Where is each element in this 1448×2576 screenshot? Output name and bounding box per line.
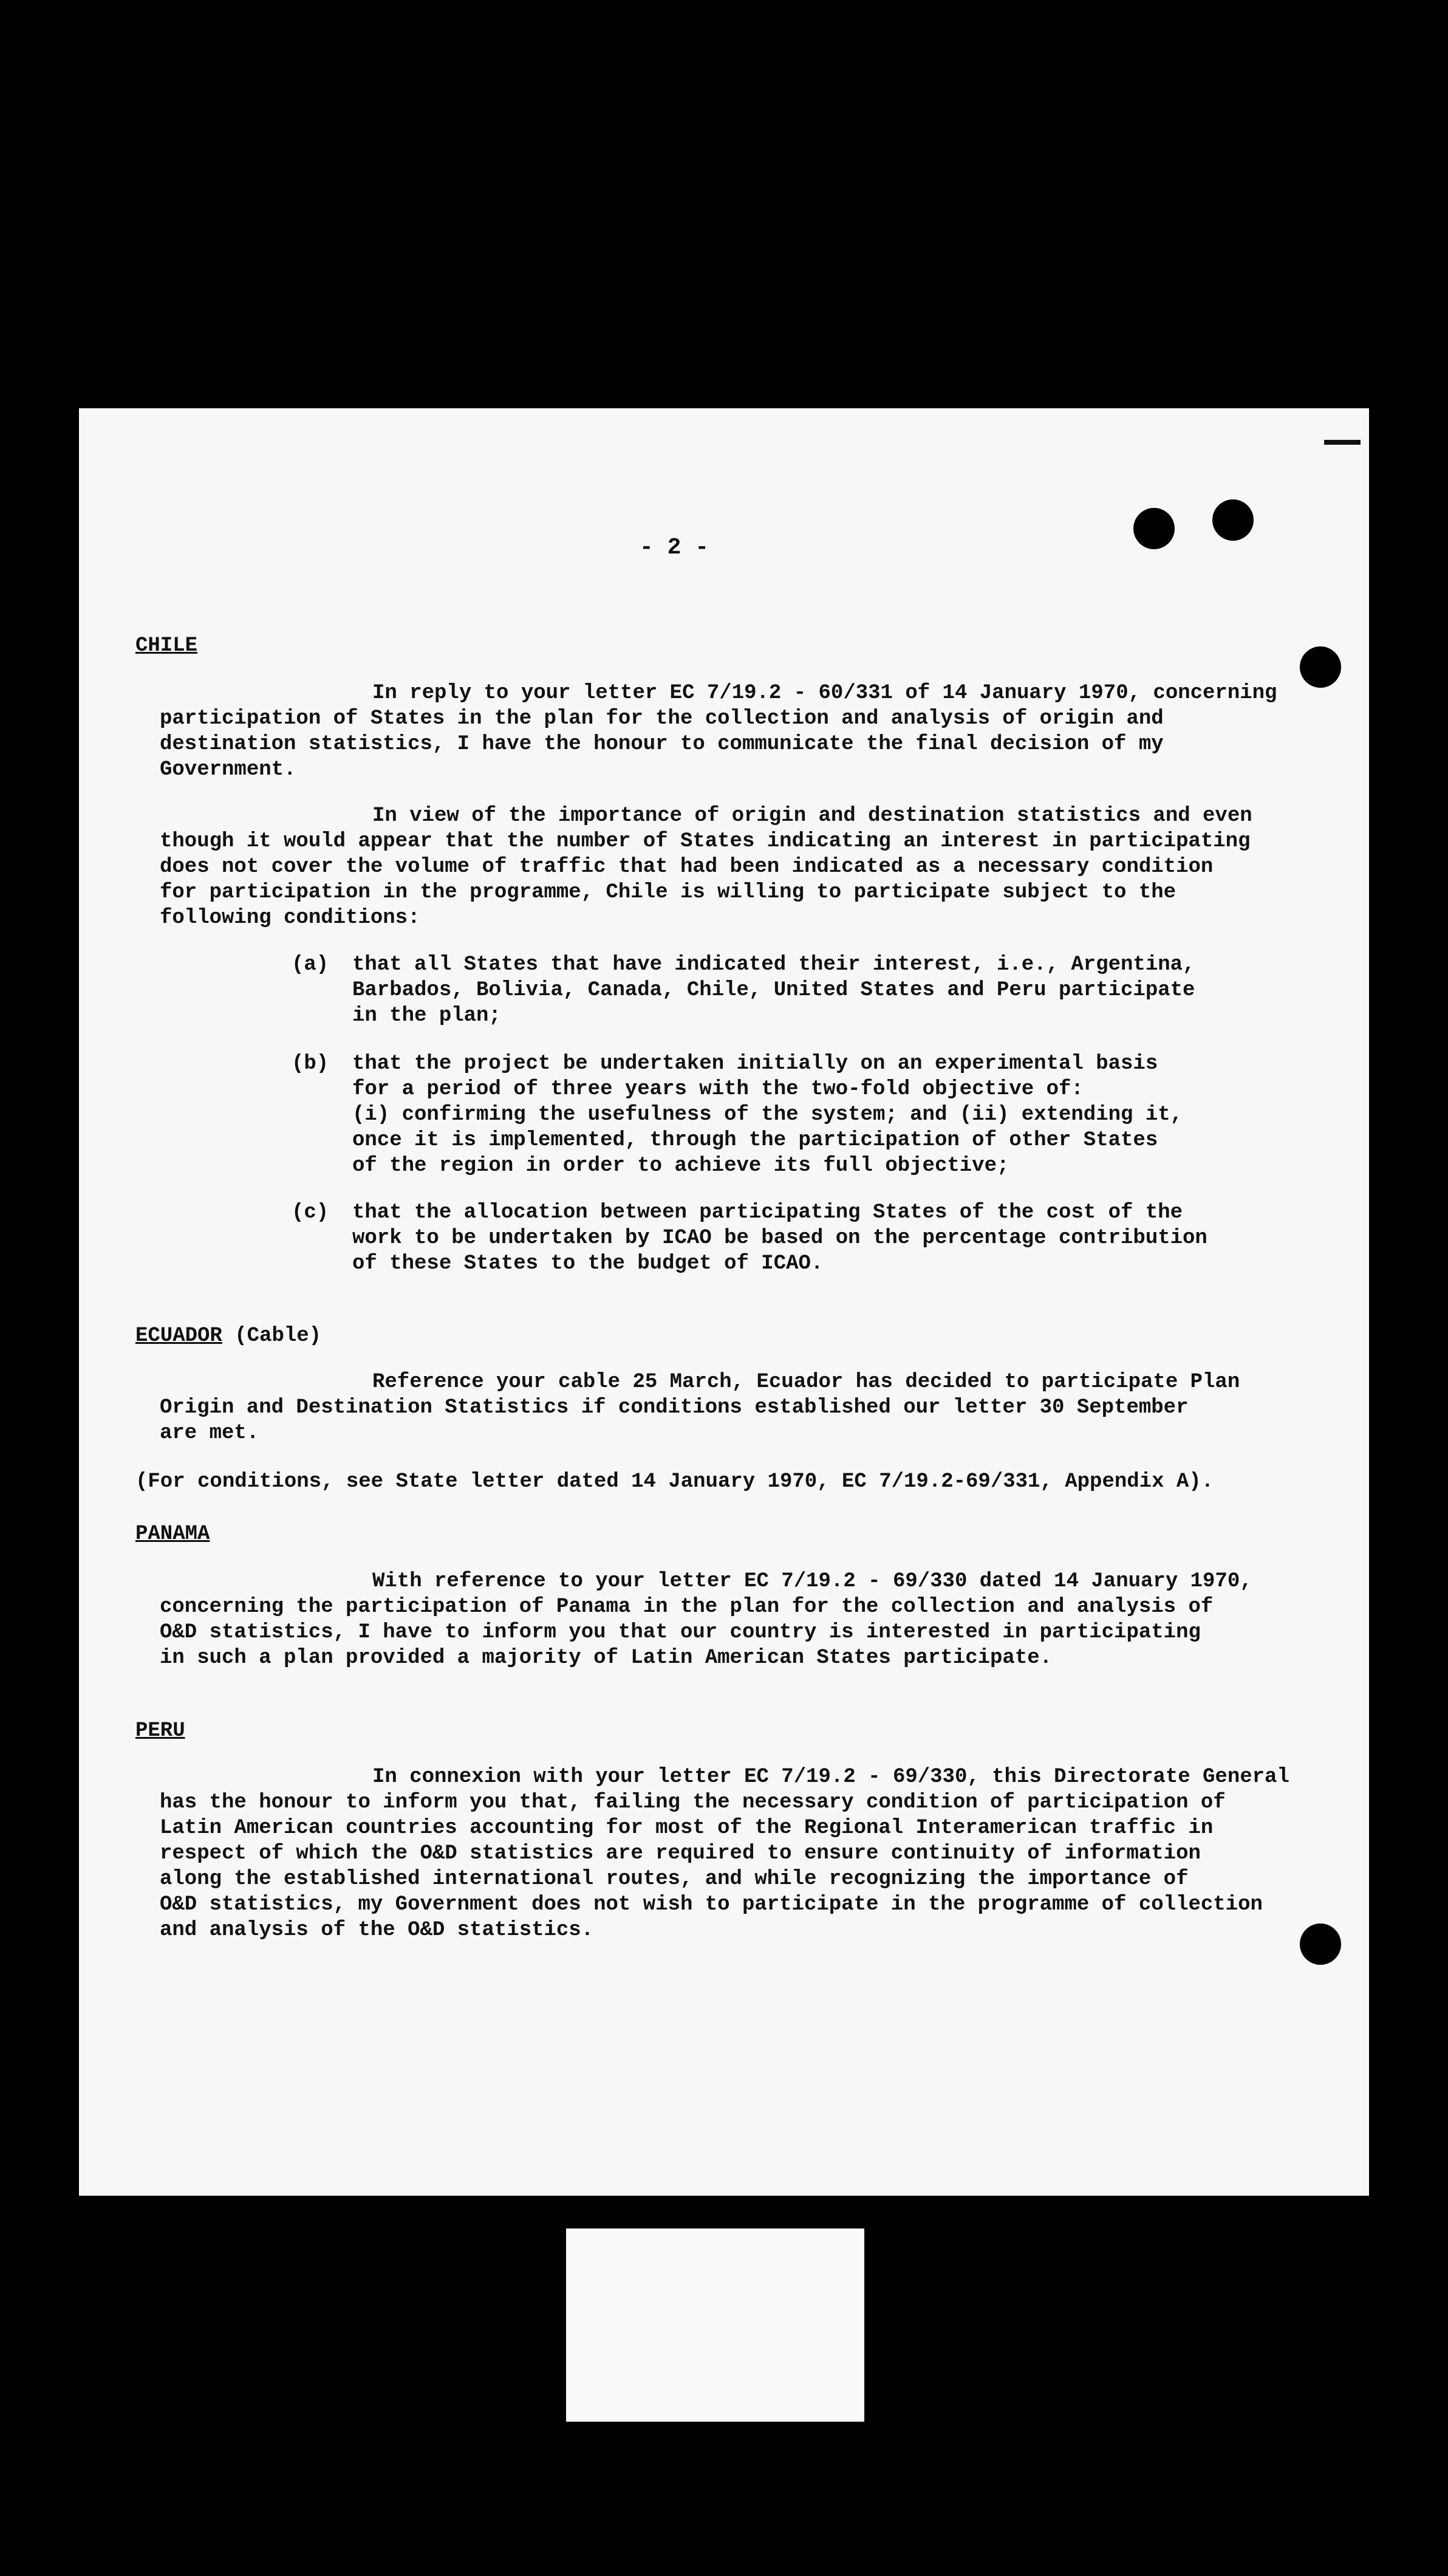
section-heading-ecuador: ECUADOR (Cable) xyxy=(135,1324,322,1348)
condition-label: (c) xyxy=(292,1201,329,1224)
paragraph: (For conditions, see State letter dated 14 January 1970, EC 7/19.2-69/331, Appendix A). xyxy=(135,1470,1214,1493)
section-heading-peru: PERU xyxy=(135,1719,185,1742)
condition-text: that all States that have indicated their interest, i.e., Argentina, Barbados, Bolivia, Canada, Chile, United States and Peru participate in the plan; xyxy=(352,953,1195,1027)
paragraph: In view of the importance of origin and destination statistics and even though it would appear that the number of States indicating an interest in participating does not cover the volume of traffic that had been indicated as a necessary condition for participation in the programme, Chile is willing to participate subject to the following conditions: xyxy=(160,804,1252,930)
condition-label: (b) xyxy=(292,1052,329,1075)
paragraph: In reply to your letter EC 7/19.2 - 60/331 of 14 January 1970, concerning participation of States in the plan for the collection and analysis of origin and destination statistics, I have the honour to communicate the final decision of my Government. xyxy=(160,682,1277,781)
section-heading-chile: CHILE xyxy=(135,634,198,657)
paragraph: With reference to your letter EC 7/19.2 - 69/330 dated 14 January 1970, concerning the participation of Panama in the plan for the collection and analysis of O&D statistics, I have to inform you that our country is interested in participating in such a plan provided a majority of Latin American States participate. xyxy=(160,1570,1252,1670)
punch-hole xyxy=(1133,508,1175,549)
condition-text: that the allocation between participating States of the cost of the work to be undertaken by ICAO be based on the percentage contribution of these States to the budget of ICAO. xyxy=(352,1201,1207,1275)
page-number: - 2 - xyxy=(639,535,709,561)
condition-text: that the project be undertaken initially on an experimental basis for a period of three years with the two-fold objective of: (i) confirming the usefulness of the system; and (ii) extending it, once it is implemented, through the participation of other States of the region in order to achieve its full objective; xyxy=(352,1052,1183,1177)
document-page xyxy=(79,408,1369,2196)
paragraph: In connexion with your letter EC 7/19.2 - 69/330, this Directorate General has the honour to inform you that, failing the necessary condition of participation of Latin American countries accounting for most of the Regional Interamerican traffic in respect of which the O&D statistics are required to ensure continuity of information along the established international routes, and while recognizing the importance of O&D statistics, my Government does not wish to participate in the programme of collection and analysis of the O&D statistics. xyxy=(160,1766,1289,1942)
paragraph: Reference your cable 25 March, Ecuador has decided to participate Plan Origin and Destination Statistics if conditions established our letter 30 September are met. xyxy=(160,1371,1240,1445)
condition-label: (a) xyxy=(292,953,329,976)
punch-hole xyxy=(1212,499,1254,541)
white-card xyxy=(566,2228,864,2422)
scan-mark xyxy=(1324,440,1361,445)
section-heading-panama: PANAMA xyxy=(135,1523,210,1546)
